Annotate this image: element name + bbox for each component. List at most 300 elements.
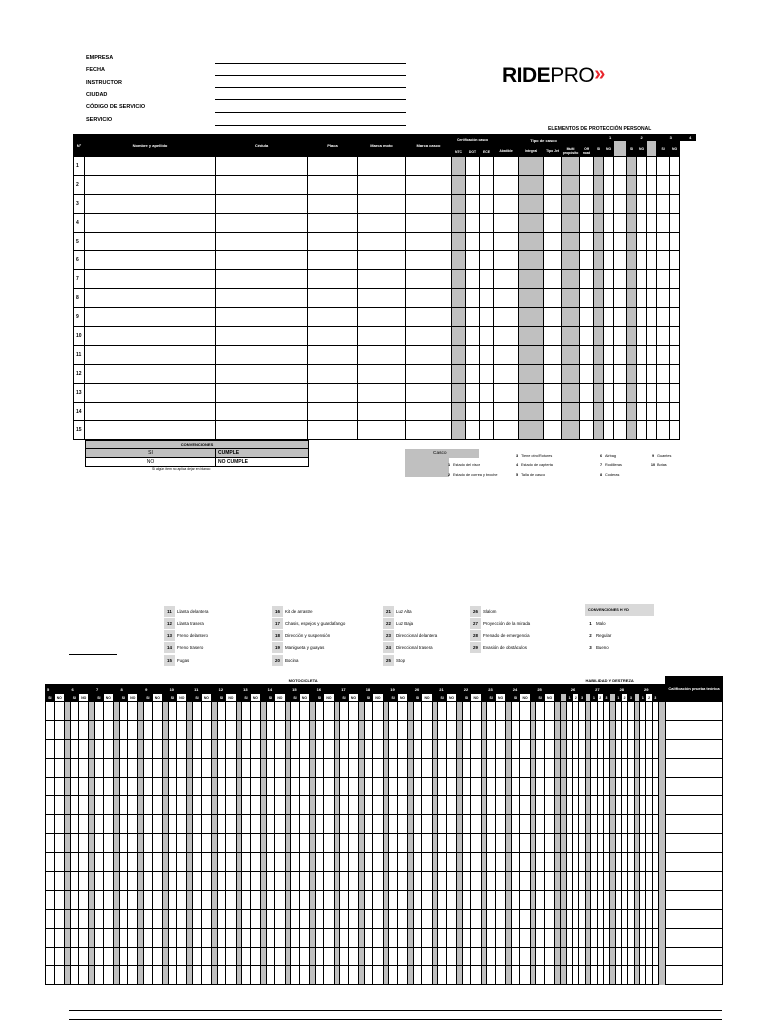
- table-cell[interactable]: [85, 421, 216, 440]
- table-cell[interactable]: [128, 739, 138, 758]
- table-cell[interactable]: [480, 345, 494, 364]
- table-cell[interactable]: [315, 872, 324, 891]
- table-cell[interactable]: [364, 909, 373, 928]
- table-cell[interactable]: [536, 947, 545, 966]
- table-cell[interactable]: [103, 947, 113, 966]
- table-cell[interactable]: [494, 308, 519, 327]
- table-cell[interactable]: [291, 796, 300, 815]
- table-cell[interactable]: [275, 702, 285, 721]
- table-cell[interactable]: [604, 364, 614, 383]
- table-cell[interactable]: [216, 327, 308, 346]
- table-cell[interactable]: [657, 289, 670, 308]
- table-cell[interactable]: [275, 947, 285, 966]
- table-cell[interactable]: [168, 947, 177, 966]
- table-cell[interactable]: [119, 966, 128, 985]
- table-cell[interactable]: [614, 383, 627, 402]
- table-cell[interactable]: [54, 702, 64, 721]
- table-cell[interactable]: [358, 345, 406, 364]
- calif-cell[interactable]: [666, 966, 722, 985]
- table-cell[interactable]: [511, 947, 520, 966]
- table-cell[interactable]: [168, 834, 177, 853]
- table-cell[interactable]: [495, 928, 505, 947]
- table-cell[interactable]: [226, 834, 236, 853]
- table-cell[interactable]: [242, 777, 251, 796]
- table-cell[interactable]: [201, 796, 211, 815]
- table-cell[interactable]: [128, 815, 138, 834]
- table-cell[interactable]: [79, 909, 89, 928]
- table-cell[interactable]: [614, 232, 627, 251]
- table-cell[interactable]: [226, 796, 236, 815]
- table-cell[interactable]: [413, 758, 422, 777]
- table-cell[interactable]: [79, 947, 89, 966]
- table-cell[interactable]: [291, 758, 300, 777]
- table-cell[interactable]: [397, 853, 407, 872]
- table-cell[interactable]: [46, 815, 55, 834]
- table-cell[interactable]: [647, 251, 657, 270]
- table-cell[interactable]: [397, 720, 407, 739]
- calif-cell[interactable]: [666, 909, 722, 928]
- table-cell[interactable]: [358, 270, 406, 289]
- table-cell[interactable]: [152, 815, 162, 834]
- table-cell[interactable]: [397, 702, 407, 721]
- table-cell[interactable]: [487, 872, 496, 891]
- table-cell[interactable]: [480, 251, 494, 270]
- table-cell[interactable]: [85, 345, 216, 364]
- table-cell[interactable]: [324, 720, 334, 739]
- table-cell[interactable]: [670, 421, 680, 440]
- table-cell[interactable]: [103, 853, 113, 872]
- table-cell[interactable]: [406, 194, 452, 213]
- table-cell[interactable]: [291, 872, 300, 891]
- table-cell[interactable]: [144, 758, 153, 777]
- table-cell[interactable]: [544, 194, 562, 213]
- table-cell[interactable]: [637, 194, 647, 213]
- table-cell[interactable]: [46, 966, 55, 985]
- table-cell[interactable]: [495, 909, 505, 928]
- table-cell[interactable]: [511, 890, 520, 909]
- table-cell[interactable]: [562, 251, 580, 270]
- table-cell[interactable]: [299, 853, 309, 872]
- table-cell[interactable]: [647, 345, 657, 364]
- table-cell[interactable]: [348, 853, 358, 872]
- table-cell[interactable]: [406, 213, 452, 232]
- table-cell[interactable]: [494, 270, 519, 289]
- table-cell[interactable]: [364, 720, 373, 739]
- table-cell[interactable]: [46, 947, 55, 966]
- table-cell[interactable]: [487, 758, 496, 777]
- table-cell[interactable]: [462, 890, 471, 909]
- table-cell[interactable]: [637, 213, 647, 232]
- table-cell[interactable]: [54, 909, 64, 928]
- table-cell[interactable]: [466, 421, 480, 440]
- table-cell[interactable]: [462, 796, 471, 815]
- table-cell[interactable]: [54, 890, 64, 909]
- table-cell[interactable]: [46, 853, 55, 872]
- table-cell[interactable]: [226, 739, 236, 758]
- table-cell[interactable]: [193, 947, 202, 966]
- table-cell[interactable]: [466, 364, 480, 383]
- table-cell[interactable]: [544, 175, 562, 194]
- table-cell[interactable]: [397, 872, 407, 891]
- table-cell[interactable]: [580, 383, 594, 402]
- table-cell[interactable]: [627, 175, 637, 194]
- table-cell[interactable]: [364, 796, 373, 815]
- table-cell[interactable]: [520, 739, 530, 758]
- table-cell[interactable]: [358, 289, 406, 308]
- table-cell[interactable]: [389, 796, 398, 815]
- table-cell[interactable]: [168, 872, 177, 891]
- table-cell[interactable]: [520, 872, 530, 891]
- table-cell[interactable]: [657, 402, 670, 421]
- table-cell[interactable]: [536, 853, 545, 872]
- table-cell[interactable]: [519, 270, 544, 289]
- table-cell[interactable]: [670, 289, 680, 308]
- table-cell[interactable]: [389, 853, 398, 872]
- table-cell[interactable]: [144, 966, 153, 985]
- table-cell[interactable]: [216, 402, 308, 421]
- table-cell[interactable]: [177, 720, 187, 739]
- table-cell[interactable]: [562, 157, 580, 176]
- table-cell[interactable]: [193, 815, 202, 834]
- table-cell[interactable]: [266, 796, 275, 815]
- table-cell[interactable]: [103, 928, 113, 947]
- table-cell[interactable]: [152, 872, 162, 891]
- table-cell[interactable]: [250, 702, 260, 721]
- table-cell[interactable]: [250, 966, 260, 985]
- table-cell[interactable]: [340, 966, 349, 985]
- table-cell[interactable]: [495, 966, 505, 985]
- calif-cell[interactable]: [666, 702, 722, 721]
- table-cell[interactable]: [647, 270, 657, 289]
- table-cell[interactable]: [315, 758, 324, 777]
- table-cell[interactable]: [79, 702, 89, 721]
- table-cell[interactable]: [495, 720, 505, 739]
- table-cell[interactable]: [520, 796, 530, 815]
- table-cell[interactable]: [627, 383, 637, 402]
- table-cell[interactable]: [168, 758, 177, 777]
- table-cell[interactable]: [422, 702, 432, 721]
- table-cell[interactable]: [299, 777, 309, 796]
- table-cell[interactable]: [604, 157, 614, 176]
- table-cell[interactable]: [520, 928, 530, 947]
- table-cell[interactable]: [670, 213, 680, 232]
- table-cell[interactable]: [54, 872, 64, 891]
- table-cell[interactable]: [495, 834, 505, 853]
- table-cell[interactable]: [397, 796, 407, 815]
- table-cell[interactable]: [364, 928, 373, 947]
- table-cell[interactable]: [54, 928, 64, 947]
- table-cell[interactable]: [177, 702, 187, 721]
- table-cell[interactable]: [580, 289, 594, 308]
- table-cell[interactable]: [446, 815, 456, 834]
- table-cell[interactable]: [594, 327, 604, 346]
- table-cell[interactable]: [217, 739, 226, 758]
- table-cell[interactable]: [119, 796, 128, 815]
- table-cell[interactable]: [544, 345, 562, 364]
- table-cell[interactable]: [216, 213, 308, 232]
- table-cell[interactable]: [54, 777, 64, 796]
- table-cell[interactable]: [536, 834, 545, 853]
- table-cell[interactable]: [520, 834, 530, 853]
- table-cell[interactable]: [647, 364, 657, 383]
- table-cell[interactable]: [397, 815, 407, 834]
- table-cell[interactable]: [348, 947, 358, 966]
- table-cell[interactable]: [216, 157, 308, 176]
- table-cell[interactable]: [511, 815, 520, 834]
- table-cell[interactable]: [480, 194, 494, 213]
- table-cell[interactable]: [438, 834, 447, 853]
- table-cell[interactable]: [627, 364, 637, 383]
- table-cell[interactable]: [79, 928, 89, 947]
- table-cell[interactable]: [242, 720, 251, 739]
- table-cell[interactable]: [201, 947, 211, 966]
- table-cell[interactable]: [446, 834, 456, 853]
- table-cell[interactable]: [495, 758, 505, 777]
- table-cell[interactable]: [216, 364, 308, 383]
- table-cell[interactable]: [536, 702, 545, 721]
- table-cell[interactable]: [657, 232, 670, 251]
- table-cell[interactable]: [315, 815, 324, 834]
- table-cell[interactable]: [340, 853, 349, 872]
- table-cell[interactable]: [291, 853, 300, 872]
- table-cell[interactable]: [480, 157, 494, 176]
- table-cell[interactable]: [373, 815, 383, 834]
- table-cell[interactable]: [168, 720, 177, 739]
- header-field-input[interactable]: [215, 99, 406, 100]
- table-cell[interactable]: [79, 834, 89, 853]
- table-cell[interactable]: [670, 345, 680, 364]
- table-cell[interactable]: [544, 739, 554, 758]
- table-cell[interactable]: [389, 720, 398, 739]
- table-cell[interactable]: [520, 947, 530, 966]
- table-cell[interactable]: [422, 909, 432, 928]
- table-cell[interactable]: [348, 872, 358, 891]
- table-cell[interactable]: [446, 702, 456, 721]
- table-cell[interactable]: [85, 383, 216, 402]
- table-cell[interactable]: [466, 232, 480, 251]
- table-cell[interactable]: [340, 777, 349, 796]
- table-cell[interactable]: [544, 796, 554, 815]
- table-cell[interactable]: [495, 947, 505, 966]
- table-cell[interactable]: [364, 815, 373, 834]
- table-cell[interactable]: [119, 720, 128, 739]
- table-cell[interactable]: [614, 213, 627, 232]
- table-cell[interactable]: [70, 928, 79, 947]
- table-cell[interactable]: [413, 947, 422, 966]
- table-cell[interactable]: [438, 702, 447, 721]
- table-cell[interactable]: [637, 383, 647, 402]
- table-cell[interactable]: [79, 720, 89, 739]
- table-cell[interactable]: [627, 213, 637, 232]
- table-cell[interactable]: [217, 702, 226, 721]
- table-cell[interactable]: [438, 853, 447, 872]
- table-cell[interactable]: [495, 796, 505, 815]
- table-cell[interactable]: [242, 872, 251, 891]
- table-cell[interactable]: [495, 777, 505, 796]
- table-cell[interactable]: [406, 289, 452, 308]
- table-cell[interactable]: [406, 157, 452, 176]
- table-cell[interactable]: [494, 383, 519, 402]
- table-cell[interactable]: [373, 758, 383, 777]
- table-cell[interactable]: [627, 308, 637, 327]
- table-cell[interactable]: [462, 834, 471, 853]
- table-cell[interactable]: [480, 175, 494, 194]
- table-cell[interactable]: [519, 213, 544, 232]
- table-cell[interactable]: [389, 702, 398, 721]
- table-cell[interactable]: [471, 909, 481, 928]
- table-cell[interactable]: [217, 853, 226, 872]
- table-cell[interactable]: [358, 383, 406, 402]
- table-cell[interactable]: [201, 739, 211, 758]
- table-cell[interactable]: [604, 289, 614, 308]
- table-cell[interactable]: [580, 421, 594, 440]
- table-cell[interactable]: [544, 213, 562, 232]
- table-cell[interactable]: [373, 947, 383, 966]
- table-cell[interactable]: [177, 739, 187, 758]
- table-cell[interactable]: [291, 928, 300, 947]
- table-cell[interactable]: [168, 966, 177, 985]
- table-cell[interactable]: [471, 720, 481, 739]
- table-cell[interactable]: [494, 232, 519, 251]
- table-cell[interactable]: [217, 834, 226, 853]
- table-cell[interactable]: [494, 194, 519, 213]
- table-cell[interactable]: [168, 928, 177, 947]
- table-cell[interactable]: [299, 815, 309, 834]
- table-cell[interactable]: [670, 402, 680, 421]
- table-cell[interactable]: [95, 739, 104, 758]
- table-cell[interactable]: [406, 251, 452, 270]
- table-cell[interactable]: [250, 815, 260, 834]
- table-cell[interactable]: [452, 251, 466, 270]
- table-cell[interactable]: [266, 909, 275, 928]
- table-cell[interactable]: [266, 777, 275, 796]
- table-cell[interactable]: [422, 872, 432, 891]
- table-cell[interactable]: [340, 872, 349, 891]
- table-cell[interactable]: [152, 890, 162, 909]
- table-cell[interactable]: [594, 308, 604, 327]
- table-cell[interactable]: [647, 213, 657, 232]
- table-cell[interactable]: [144, 853, 153, 872]
- table-cell[interactable]: [520, 777, 530, 796]
- table-cell[interactable]: [438, 777, 447, 796]
- table-cell[interactable]: [422, 966, 432, 985]
- table-cell[interactable]: [544, 421, 562, 440]
- table-cell[interactable]: [627, 327, 637, 346]
- table-cell[interactable]: [637, 364, 647, 383]
- table-cell[interactable]: [647, 175, 657, 194]
- table-cell[interactable]: [466, 327, 480, 346]
- table-cell[interactable]: [144, 872, 153, 891]
- table-cell[interactable]: [544, 383, 562, 402]
- table-cell[interactable]: [70, 966, 79, 985]
- table-cell[interactable]: [275, 966, 285, 985]
- table-cell[interactable]: [70, 739, 79, 758]
- table-cell[interactable]: [70, 758, 79, 777]
- table-cell[interactable]: [627, 289, 637, 308]
- table-cell[interactable]: [348, 796, 358, 815]
- table-cell[interactable]: [487, 796, 496, 815]
- table-cell[interactable]: [308, 157, 358, 176]
- table-cell[interactable]: [406, 270, 452, 289]
- table-cell[interactable]: [495, 890, 505, 909]
- table-cell[interactable]: [594, 213, 604, 232]
- table-cell[interactable]: [438, 739, 447, 758]
- table-cell[interactable]: [95, 890, 104, 909]
- calif-cell[interactable]: [666, 739, 722, 758]
- table-cell[interactable]: [594, 421, 604, 440]
- table-cell[interactable]: [119, 777, 128, 796]
- table-cell[interactable]: [275, 777, 285, 796]
- table-cell[interactable]: [46, 909, 55, 928]
- table-cell[interactable]: [519, 383, 544, 402]
- table-cell[interactable]: [580, 364, 594, 383]
- table-cell[interactable]: [604, 175, 614, 194]
- table-cell[interactable]: [604, 270, 614, 289]
- table-cell[interactable]: [85, 308, 216, 327]
- table-cell[interactable]: [70, 890, 79, 909]
- table-cell[interactable]: [85, 232, 216, 251]
- table-cell[interactable]: [487, 890, 496, 909]
- table-cell[interactable]: [193, 796, 202, 815]
- table-cell[interactable]: [544, 777, 554, 796]
- table-cell[interactable]: [637, 232, 647, 251]
- table-cell[interactable]: [406, 364, 452, 383]
- table-cell[interactable]: [670, 175, 680, 194]
- table-cell[interactable]: [128, 853, 138, 872]
- table-cell[interactable]: [544, 251, 562, 270]
- table-cell[interactable]: [299, 720, 309, 739]
- table-cell[interactable]: [670, 157, 680, 176]
- table-cell[interactable]: [544, 364, 562, 383]
- table-cell[interactable]: [193, 928, 202, 947]
- table-cell[interactable]: [495, 872, 505, 891]
- table-cell[interactable]: [604, 421, 614, 440]
- table-cell[interactable]: [85, 402, 216, 421]
- table-cell[interactable]: [446, 890, 456, 909]
- table-cell[interactable]: [128, 702, 138, 721]
- table-cell[interactable]: [348, 890, 358, 909]
- table-cell[interactable]: [471, 853, 481, 872]
- table-cell[interactable]: [614, 327, 627, 346]
- table-cell[interactable]: [389, 834, 398, 853]
- table-cell[interactable]: [340, 720, 349, 739]
- table-cell[interactable]: [519, 175, 544, 194]
- table-cell[interactable]: [201, 966, 211, 985]
- table-cell[interactable]: [462, 758, 471, 777]
- table-cell[interactable]: [324, 872, 334, 891]
- table-cell[interactable]: [364, 853, 373, 872]
- table-cell[interactable]: [544, 402, 562, 421]
- table-cell[interactable]: [250, 853, 260, 872]
- table-cell[interactable]: [315, 777, 324, 796]
- table-cell[interactable]: [438, 720, 447, 739]
- table-cell[interactable]: [275, 758, 285, 777]
- table-cell[interactable]: [299, 739, 309, 758]
- table-cell[interactable]: [422, 928, 432, 947]
- table-cell[interactable]: [128, 796, 138, 815]
- table-cell[interactable]: [562, 421, 580, 440]
- table-cell[interactable]: [446, 720, 456, 739]
- table-cell[interactable]: [446, 777, 456, 796]
- table-cell[interactable]: [544, 947, 554, 966]
- table-cell[interactable]: [250, 739, 260, 758]
- table-cell[interactable]: [54, 758, 64, 777]
- table-cell[interactable]: [614, 345, 627, 364]
- table-cell[interactable]: [519, 345, 544, 364]
- table-cell[interactable]: [647, 421, 657, 440]
- table-cell[interactable]: [487, 966, 496, 985]
- table-cell[interactable]: [637, 175, 647, 194]
